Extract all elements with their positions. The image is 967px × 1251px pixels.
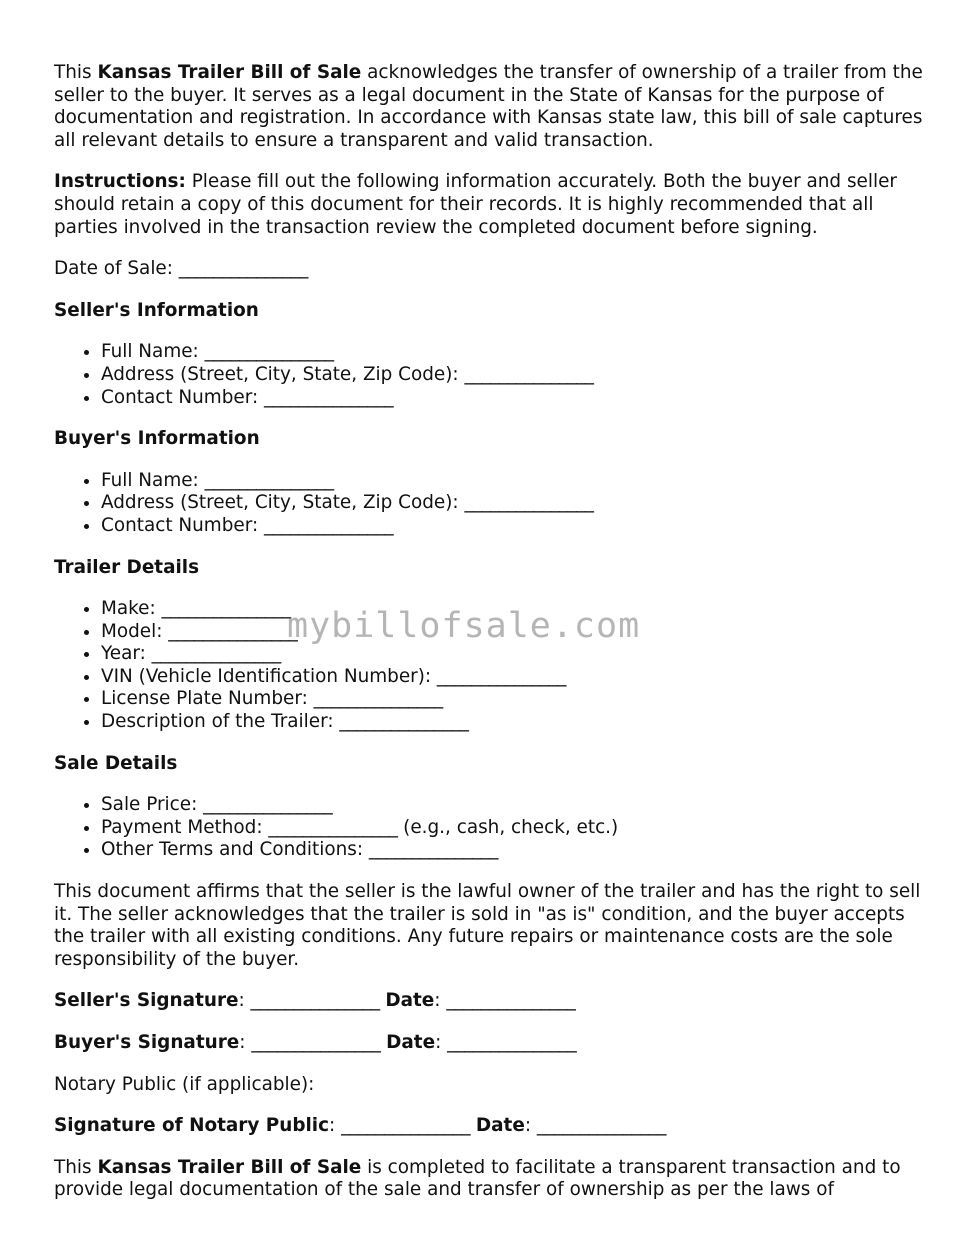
buyer-address-blank[interactable]: _______________ (464, 492, 594, 514)
date-of-sale-label: Date of Sale: (54, 258, 179, 280)
trailer-year-label: Year: (101, 643, 152, 665)
buyer-signature-line (54, 1032, 924, 1055)
seller-full-name-label: Full Name: (101, 341, 205, 363)
list-item (101, 711, 924, 734)
closing-prefix: This (54, 1156, 98, 1178)
list-item (101, 341, 924, 364)
closing-text: is completed to facilitate a transparent transaction and to provide legal documentation of the sale and transfer of ownership as per the laws of (54, 1156, 901, 1201)
date-of-sale-line (54, 258, 924, 281)
trailer-plate-label: License Plate Number: (101, 688, 314, 710)
document-title: Kansas Trailer Bill of Sale (97, 62, 362, 83)
instructions-label: Instructions: (54, 171, 186, 193)
seller-address-blank[interactable]: _______________ (464, 363, 594, 385)
payment-method-hint: (e.g., cash, check, etc.) (397, 816, 619, 838)
trailer-model-blank[interactable]: _______________ (168, 620, 298, 642)
buyer-contact-label: Contact Number: (101, 514, 264, 536)
seller-full-name-blank[interactable]: _______________ (204, 341, 334, 363)
instructions-paragraph (54, 171, 924, 239)
other-terms-blank[interactable]: _______________ (368, 839, 498, 861)
intro-text: acknowledges the transfer of ownership of a trailer from the seller to the buyer. It serves as a legal document in the State of Kansas for the purpose of documentation and registration. In accordance with Kansas state law, this bill of sale captures all relevant details to ensure a transparent and valid transaction. (54, 62, 923, 151)
trailer-make-blank[interactable]: _______________ (161, 598, 291, 620)
list-item (101, 364, 924, 387)
colon: : (524, 1115, 537, 1137)
closing-title: Kansas Trailer Bill of Sale (97, 1156, 362, 1178)
list-item (101, 839, 924, 862)
notary-signature-label: Signature of Notary Public (54, 1115, 330, 1137)
notary-signature-line (54, 1115, 924, 1138)
trailer-vin-blank[interactable]: _______________ (436, 665, 566, 687)
trailer-vin-label: VIN (Vehicle Identification Number): (101, 665, 437, 687)
trailer-model-label: Model: (101, 620, 169, 642)
buyer-full-name-blank[interactable]: _______________ (204, 469, 334, 491)
colon: : (329, 1115, 342, 1137)
seller-signature-label: Seller's Signature (54, 990, 239, 1012)
notary-date-label: Date (475, 1115, 525, 1137)
closing-paragraph (54, 1157, 924, 1202)
list-item (101, 643, 924, 666)
trailer-description-blank[interactable]: _______________ (339, 711, 469, 733)
list-item (101, 387, 924, 410)
buyer-address-label: Address (Street, City, State, Zip Code): (101, 492, 465, 514)
watermark: mybillofsale.com (287, 606, 641, 646)
buyer-signature-label: Buyer's Signature (54, 1032, 240, 1053)
sale-price-blank[interactable]: _______________ (203, 794, 333, 816)
buyer-full-name-label: Full Name: (101, 469, 205, 491)
colon: : (434, 990, 447, 1012)
notary-signature-blank[interactable]: _______________ (341, 1115, 470, 1137)
seller-date-label: Date (385, 990, 435, 1012)
buyer-info-list (54, 470, 924, 538)
trailer-make-label: Make: (101, 598, 162, 620)
seller-info-list (54, 341, 924, 409)
notary-date-blank[interactable]: _______________ (536, 1115, 666, 1137)
list-item (101, 666, 924, 689)
trailer-year-blank[interactable]: _______________ (151, 643, 281, 665)
intro-paragraph (54, 62, 924, 152)
colon: : (239, 1032, 252, 1053)
sale-details-heading: Sale Details (54, 752, 178, 774)
payment-method-blank[interactable]: _______________ (268, 816, 398, 838)
seller-info-heading: Seller's Information (54, 299, 259, 321)
list-item (101, 515, 924, 538)
trailer-details-heading: Trailer Details (54, 556, 200, 578)
notary-note: Notary Public (if applicable): (54, 1073, 315, 1095)
buyer-signature-blank[interactable]: _______________ (251, 1032, 381, 1053)
sale-details-list (54, 794, 924, 862)
list-item (101, 688, 924, 711)
colon: : (435, 1032, 448, 1053)
instructions-text: Please fill out the following information accurately. Both the buyer and seller should retain a copy of this document for their records. It is highly recommended that all parties involved in the transaction review the completed document before signing. (54, 171, 897, 238)
trailer-plate-blank[interactable]: _______________ (313, 688, 443, 710)
buyer-info-heading: Buyer's Information (54, 428, 260, 450)
list-item (101, 470, 924, 493)
affirmation-paragraph: This document affirms that the seller is the lawful owner of the trailer and has the right to sell it. The seller acknowledges that the trailer is sold in "as is" condition, and the buyer accepts the trailer with all existing conditions. Any future repairs or maintenance costs are the sole responsibility of the buyer. (54, 881, 921, 970)
list-item (101, 492, 924, 515)
buyer-date-blank[interactable]: _______________ (447, 1032, 577, 1053)
payment-method-label: Payment Method: (101, 816, 269, 838)
seller-contact-label: Contact Number: (101, 386, 264, 408)
list-item (101, 794, 924, 817)
trailer-description-label: Description of the Trailer: (101, 711, 340, 733)
buyer-contact-blank[interactable]: _______________ (264, 514, 393, 536)
list-item (101, 817, 924, 840)
seller-signature-line (54, 990, 924, 1013)
intro-prefix: This (54, 62, 98, 83)
buyer-date-label: Date (386, 1032, 436, 1053)
date-of-sale-blank[interactable]: _______________ (178, 258, 308, 280)
seller-signature-blank[interactable]: _______________ (250, 990, 380, 1012)
seller-contact-blank[interactable]: _______________ (264, 386, 393, 408)
sale-price-label: Sale Price: (101, 794, 204, 816)
other-terms-label: Other Terms and Conditions: (101, 839, 369, 861)
colon: : (238, 990, 251, 1012)
seller-address-label: Address (Street, City, State, Zip Code): (101, 363, 465, 385)
seller-date-blank[interactable]: _______________ (446, 990, 576, 1012)
